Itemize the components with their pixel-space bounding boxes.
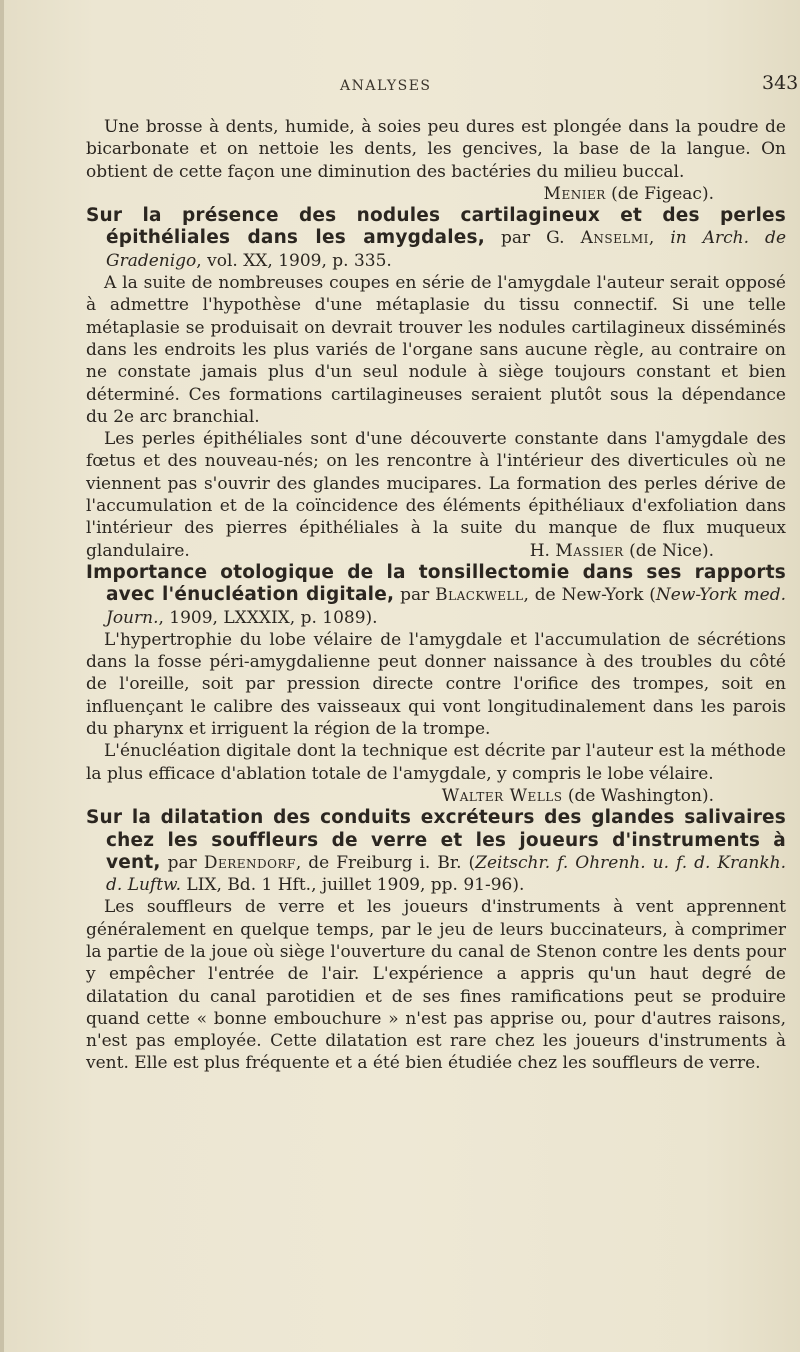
article-4-journal: Zeitschr. f. Ohrenh. u. f. d. Krankh. d. Luftw.: [106, 852, 786, 896]
running-head: ANALYSES: [340, 78, 432, 94]
article-2-author: Anselmi: [580, 228, 649, 249]
page-edge: [0, 0, 4, 1352]
article-3-author: Blackwell: [435, 585, 524, 606]
article-2-title: Sur la présence des nodules cartilagineux et des perles épithéliales dans les amygdales,: [86, 205, 786, 249]
article-1-body: Une brosse à dents, humide, à soies peu dures est plongée dans la poudre de bicarbonate et on nettoie les dents, les gencives, la base de la langue. On obtient de cette façon une diminution des bactéries du milieu buccal.: [86, 117, 786, 182]
article-3-journal: New-York med. Journ.: [106, 585, 787, 628]
article-4-paragraph-1: Les souffleurs de verre et les joueurs d'instruments à vent apprennent généralement en quelque temps, par le jeu de leurs buccinateurs, à comprimer la partie de la joue où siège l'ouverture du canal de Stenon contre les dents pour y empêcher l'entrée de l'air. L'expérience a appris qu'un haut degré de dilatation du canal parotidien et de ses fines ramifications peut se produire quand cette « bonne embouchure » n'est pas apprise ou, pour d'autres raisons, n'est pas employée. Cette dilatation est rare chez les joueurs d'instruments à vent. Elle est plus fréquente et a été bien étudiée chez les souffleurs de verre.: [86, 897, 786, 1074]
signature-place: (de Figeac).: [605, 183, 714, 204]
article-4-title: Sur la dilatation des conduits excréteurs des glandes salivaires chez les souffleurs de verre et les joueurs d'instruments à vent,: [86, 807, 786, 873]
signature-name: Walter Wells: [441, 785, 563, 806]
article-2-journal: in Arch. de Gradenigo: [106, 228, 787, 271]
article-1-signature: [526, 183, 786, 205]
article-4-author: Derendorf: [203, 852, 296, 873]
signature-name: Massier: [555, 540, 624, 561]
article-4-pre-journal: , de Freiburg i. Br. (: [295, 852, 476, 873]
article-4-ref: LIX, Bd. 1 Hft., juillet 1909, pp. 91-96).: [181, 875, 525, 896]
article-3-paragraph-1: L'hypertrophie du lobe vélaire de l'amygdale et l'accumulation de sécrétions dans la fosse péri-amygdalienne peut donner naissance à des troubles du côté de l'oreille, soit par pression directe contre l'orifice des trompes, soit en influençant le calibre des vaisseaux qui vont longitudinalement dans les parois du pharynx et irriguent la région de la trompe.: [86, 629, 786, 740]
article-2-ref: , vol. XX, 1909, p. 335.: [196, 250, 392, 271]
article-4-by: par: [160, 852, 204, 873]
article-2-heading: [86, 205, 786, 272]
article-3-paragraph-2-text: L'énucléation digitale dont la technique est décrite par l'auteur est la méthode la plus efficace d'ablation totale de l'amygdale, y compris le lobe vélaire.: [86, 741, 786, 784]
article-3-title: Importance otologique de la tonsillectomie dans ses rapports avec l'énucléation digitale,: [86, 561, 786, 606]
article-4-heading: [86, 807, 786, 896]
page-header: [86, 72, 799, 102]
article-3-signature: [424, 785, 786, 807]
signature-name: Menier: [543, 183, 606, 204]
article-1-text: [86, 116, 786, 204]
article-3-paragraph-2: [86, 740, 786, 806]
article-3-pre-journal: , de New-York (: [523, 585, 656, 606]
article-2-paragraph-2: [86, 428, 786, 562]
article-3-ref: , 1909, LXXXIX, p. 1089).: [158, 607, 378, 628]
article-2-sep: ,: [648, 228, 671, 249]
page-body: [86, 116, 786, 1075]
article-2-paragraph-1: A la suite de nombreuses coupes en série de l'amygdale l'auteur serait opposé à admettre l'hypothèse d'une métaplasie du tissu connectif. Si une telle métaplasie se produisait on devrait trouver les nodules cartilagineux disséminés dans les endroits les plus variés de l'organe sans aucune règle, au contraire on ne constate jamais plus d'un seul nodule à siège toujours constant et bien déterminé. Ces formations cartilagineuses seraient plutôt sous la dépendance du 2e arc branchial.: [86, 273, 786, 427]
signature-place: (de Washington).: [562, 785, 714, 806]
article-3-by: par: [394, 585, 436, 606]
page-number: 343: [762, 72, 799, 94]
article-2-paragraph-2-text: Les perles épithéliales sont d'une découverte constante dans l'amygdale des fœtus et des nouveau-nés; on les rencontre à l'intérieur des diverticules où ne viennent pas s'ouvrir des glandes mucipares. La formation des perles dérive de l'accumulation et de la coïncidence des éléments épithéliaux d'exfoliation dans l'intérieur des pierres épithéliales à la suite du manque de flux muqueux glandulaire.: [86, 429, 786, 561]
article-3-heading: [86, 562, 786, 629]
signature-place: (de Nice).: [623, 540, 714, 561]
signature-initial: H.: [529, 540, 556, 561]
article-2-by: par G.: [484, 228, 581, 249]
article-2-signature: [512, 540, 786, 562]
